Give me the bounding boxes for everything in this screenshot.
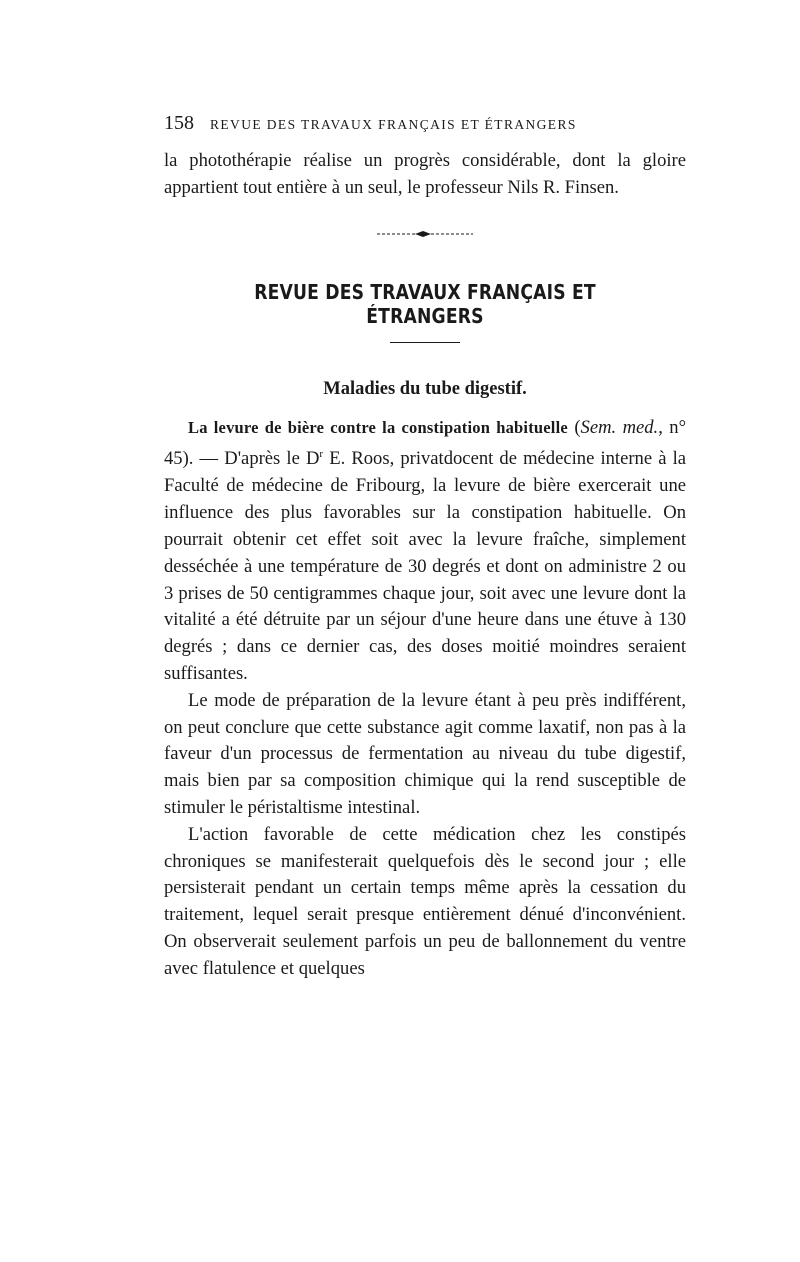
ornament-icon	[375, 228, 475, 240]
article-paragraph-3: L'action favorable de cette médication chez les constipés chroniques se manifesterait quelquefois dès le second jour ; elle persisterait pendant un certain temps même après la cessation du traitement, lequel serait presque entièrement dénué d'inconvénient. On observerait seulement parfois un peu de ballonnement du ventre avec flatulence et quelques	[164, 823, 686, 979]
source-open: (	[567, 416, 581, 438]
page-number: 158	[164, 112, 194, 134]
dr-superscript: r	[319, 448, 324, 461]
article-title: La levure de bière contre la constipation habituelle	[188, 417, 568, 437]
source-rest: , n° 45). — D'après le D	[164, 416, 687, 470]
section-rule	[390, 342, 460, 343]
running-head	[164, 112, 686, 140]
intro-paragraph: la photothérapie réalise un progrès considérable, dont la gloire appartient tout entière à un seul, le professeur Nils R. Finsen.	[164, 150, 686, 198]
article-paragraph-1	[164, 415, 686, 688]
source-journal: Sem. med.	[580, 416, 659, 438]
section-title: REVUE DES TRAVAUX FRANÇAIS ET ÉTRANGERS	[254, 279, 596, 328]
article-body-1: E. Roos, privatdocent de médecine interne à la Faculté de médecine de Fribourg, la levure de bière exercerait une influence des plus favorables sur la constipation habituelle. On pourrait obtenir cet effet soit avec la levure fraîche, simplement desséchée à une température de 30 degrés et dont on administre 2 ou 3 prises de 50 centigrammes chaque jour, soit avec une levure dont la vitalité a été détruite par un séjour d'une heure dans une étuve à 130 degrés ; dans ce dernier cas, des doses moitié moindres seraient suffisantes.	[164, 448, 686, 684]
ornament-divider	[164, 228, 686, 242]
book-page	[164, 112, 686, 983]
running-title: REVUE DES TRAVAUX FRANÇAIS ET ÉTRANGERS	[210, 117, 577, 132]
article-paragraph-2: Le mode de préparation de la levure étant à peu près indifférent, on peut conclure que cette substance agit comme laxatif, non pas à la faveur d'un processus de fermentation au niveau du tube digestif, mais bien par sa composition chimique qui la rend susceptible de stimuler le péristaltisme intestinal.	[164, 689, 686, 818]
subsection-title: Maladies du tube digestif.	[323, 378, 527, 399]
